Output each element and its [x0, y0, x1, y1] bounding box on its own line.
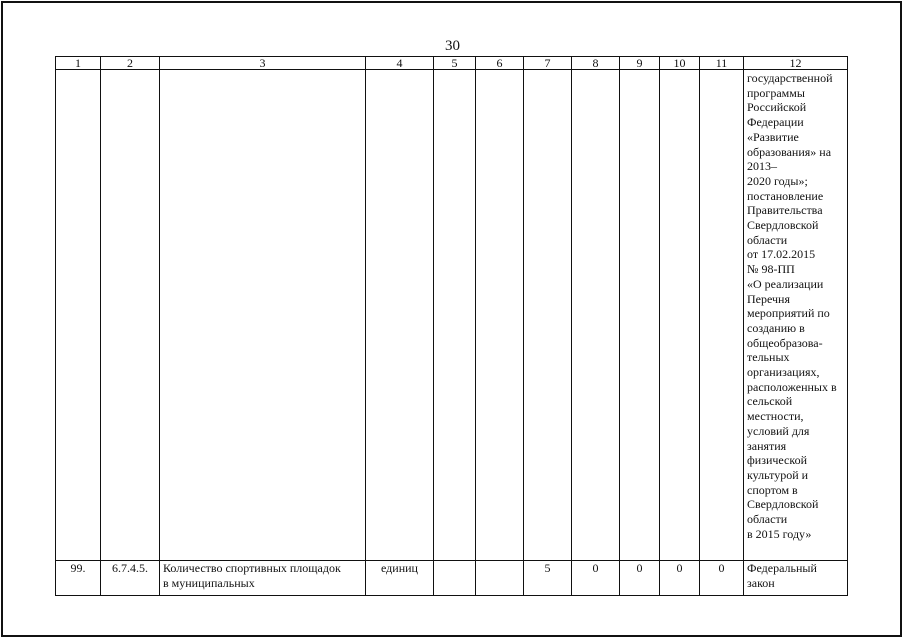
- legal-basis-cell: Федеральный закон: [744, 561, 848, 596]
- table-cell: [476, 70, 524, 561]
- column-header: 11: [700, 57, 744, 70]
- column-header: 3: [160, 57, 366, 70]
- table-cell: [620, 70, 660, 561]
- column-header: 7: [524, 57, 572, 70]
- indicator-name-cell: Количество спортивных площадок в муниципальных: [160, 561, 366, 596]
- column-header: 8: [572, 57, 620, 70]
- table-cell: [160, 70, 366, 561]
- table-cell: [524, 70, 572, 561]
- value-cell-col8: 0: [572, 561, 620, 596]
- value-cell-col10: 0: [660, 561, 700, 596]
- table-cell: [366, 70, 434, 561]
- legal-basis-cell: государственной программы Российской Федерации «Развитие образования» на 2013– 2020 годы»; постановление Правительства Свердловской области от 17.02.2015 № 98-ПП «О реализации Перечня мероприятий по созданию в общеобразова- тельных организациях, расположенных в сельской местности, условий для занятия физической культурой и спортом в Свердловской области в 2015 году»: [744, 70, 848, 561]
- header-row: [56, 57, 848, 70]
- column-header: 4: [366, 57, 434, 70]
- value-cell-col7: 5: [524, 561, 572, 596]
- row-number-cell: 99.: [56, 561, 101, 596]
- value-cell-col6: [476, 561, 524, 596]
- table-row-99: [56, 561, 848, 596]
- column-header: 2: [101, 57, 160, 70]
- value-cell-col11: 0: [700, 561, 744, 596]
- table-row-continuation: [56, 70, 848, 561]
- value-cell-col5: [434, 561, 476, 596]
- column-header: 5: [434, 57, 476, 70]
- table-cell: [572, 70, 620, 561]
- column-header: 10: [660, 57, 700, 70]
- unit-cell: единиц: [366, 561, 434, 596]
- table-cell: [700, 70, 744, 561]
- column-header: 12: [744, 57, 848, 70]
- column-header: 9: [620, 57, 660, 70]
- table-cell: [660, 70, 700, 561]
- column-header: 6: [476, 57, 524, 70]
- table-cell: [434, 70, 476, 561]
- document-table: [55, 56, 848, 596]
- value-cell-col9: 0: [620, 561, 660, 596]
- item-code-cell: 6.7.4.5.: [101, 561, 160, 596]
- table-cell: [56, 70, 101, 561]
- page-number: 30: [445, 38, 460, 54]
- table-cell: [101, 70, 160, 561]
- column-header: 1: [56, 57, 101, 70]
